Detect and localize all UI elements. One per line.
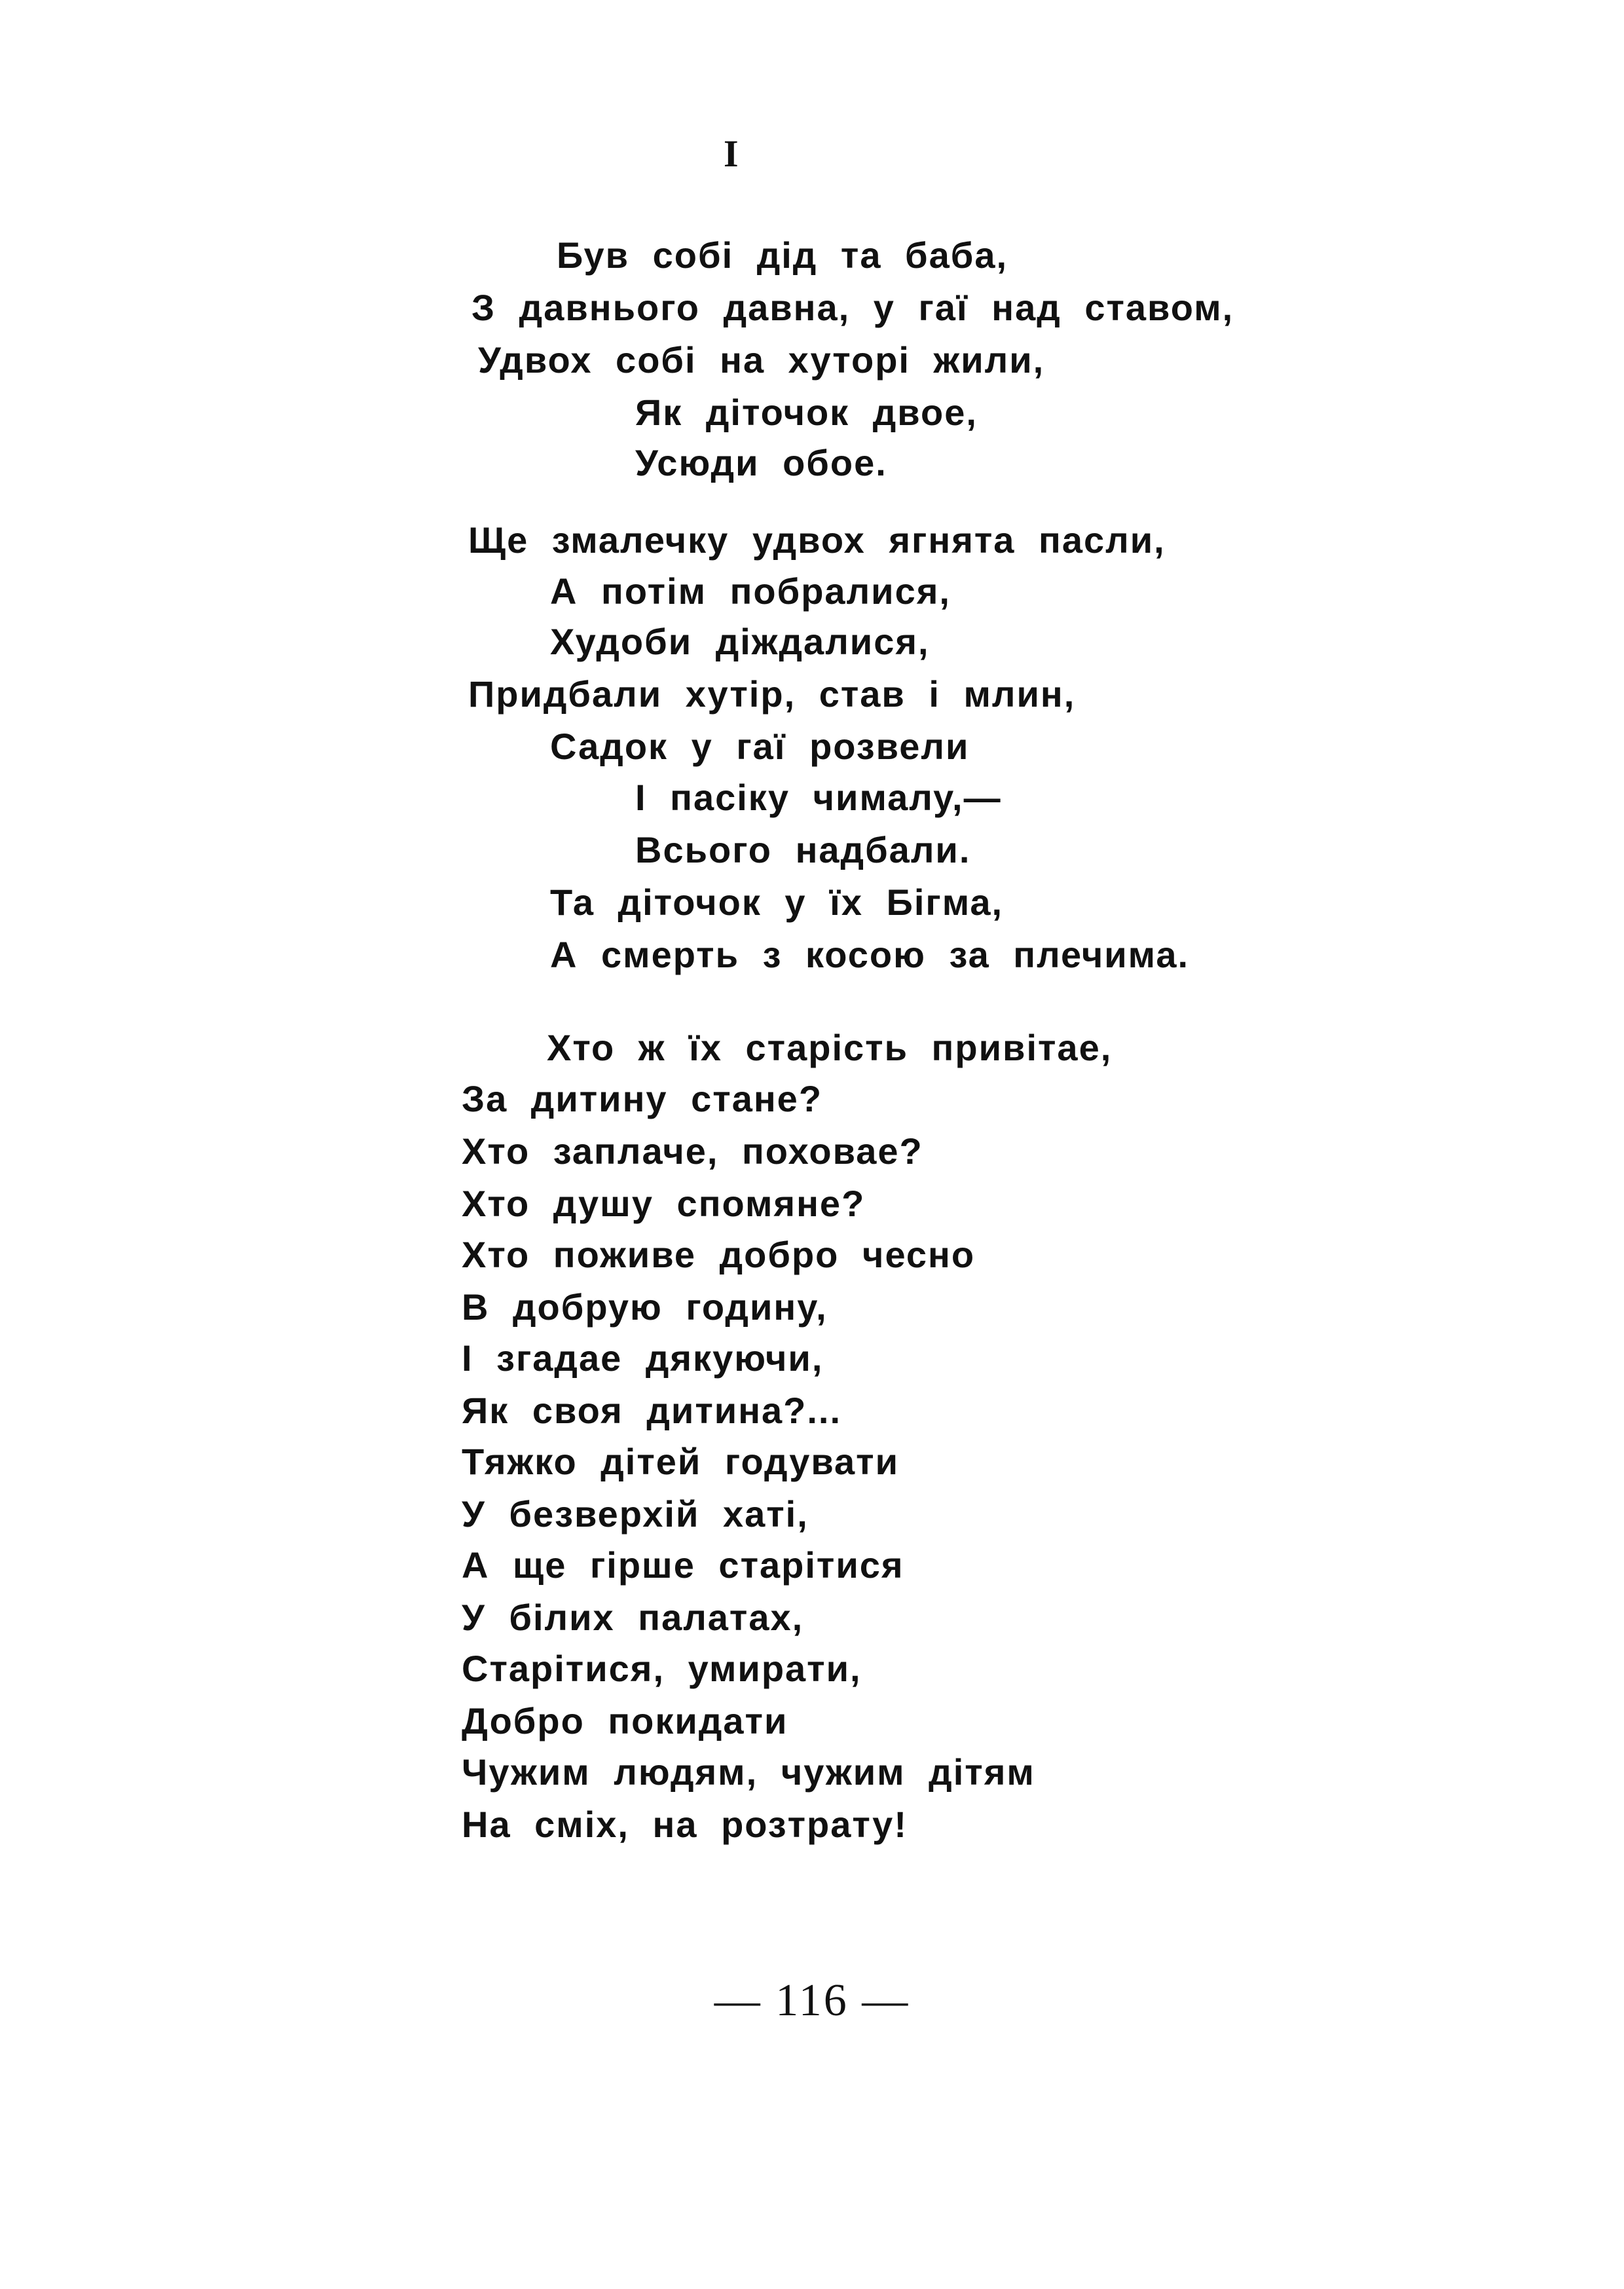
- poem-line: Хто поживе добро чесно: [462, 1234, 976, 1275]
- poem-line: Удвох собі на хуторі жили,: [478, 339, 1045, 381]
- poem-line: Чужим людям, чужим дітям: [462, 1751, 1035, 1793]
- poem-line: У безверхій хаті,: [462, 1493, 809, 1535]
- poem-line: Добро покидати: [462, 1700, 788, 1741]
- poem-line: За дитину стане?: [462, 1078, 823, 1119]
- poem-line: Ще змалечку удвох ягнята пасли,: [468, 519, 1166, 561]
- poem-line: Худоби діждалися,: [550, 621, 930, 662]
- poem-line: А потім побралися,: [550, 570, 951, 612]
- poem-line: На сміх, на розтрату!: [462, 1804, 908, 1845]
- poem-line: Придбали хутір, став і млин,: [468, 673, 1076, 715]
- poem-line: А ще гірше старітися: [462, 1544, 904, 1586]
- poem-line: І пасіку чималу,—: [635, 777, 1002, 818]
- poem-line: Хто ж їх старість привітае,: [547, 1027, 1113, 1068]
- poem-line: Хто заплаче, поховае?: [462, 1130, 923, 1172]
- poem-line: Садок у гаї розвели: [550, 726, 970, 767]
- poem-line: І згадае дякуючи,: [462, 1337, 824, 1379]
- poem-line: А смерть з косою за плечима.: [550, 934, 1190, 975]
- poem-line: Хто душу спомяне?: [462, 1183, 866, 1224]
- poem-line: Тяжко дітей годувати: [462, 1441, 900, 1482]
- poem-line: Старітися, умирати,: [462, 1648, 862, 1689]
- poem-line: Усюди обое.: [635, 442, 887, 483]
- poem-line: У білих палатах,: [462, 1597, 804, 1638]
- poem-line: З давнього давна, у гаї над ставом,: [471, 287, 1234, 328]
- poem-line: Як діточок двое,: [635, 392, 978, 433]
- page-number: — 116 —: [714, 1975, 910, 2026]
- poem-line: Був собі дід та баба,: [557, 234, 1008, 276]
- poem-line: Всього надбали.: [635, 829, 971, 870]
- poem-line: В добрую годину,: [462, 1286, 828, 1328]
- poem-line: Та діточок у їх Бігма,: [550, 882, 1004, 923]
- poem-line: Як своя дитина?...: [462, 1390, 842, 1431]
- section-number: I: [724, 132, 739, 175]
